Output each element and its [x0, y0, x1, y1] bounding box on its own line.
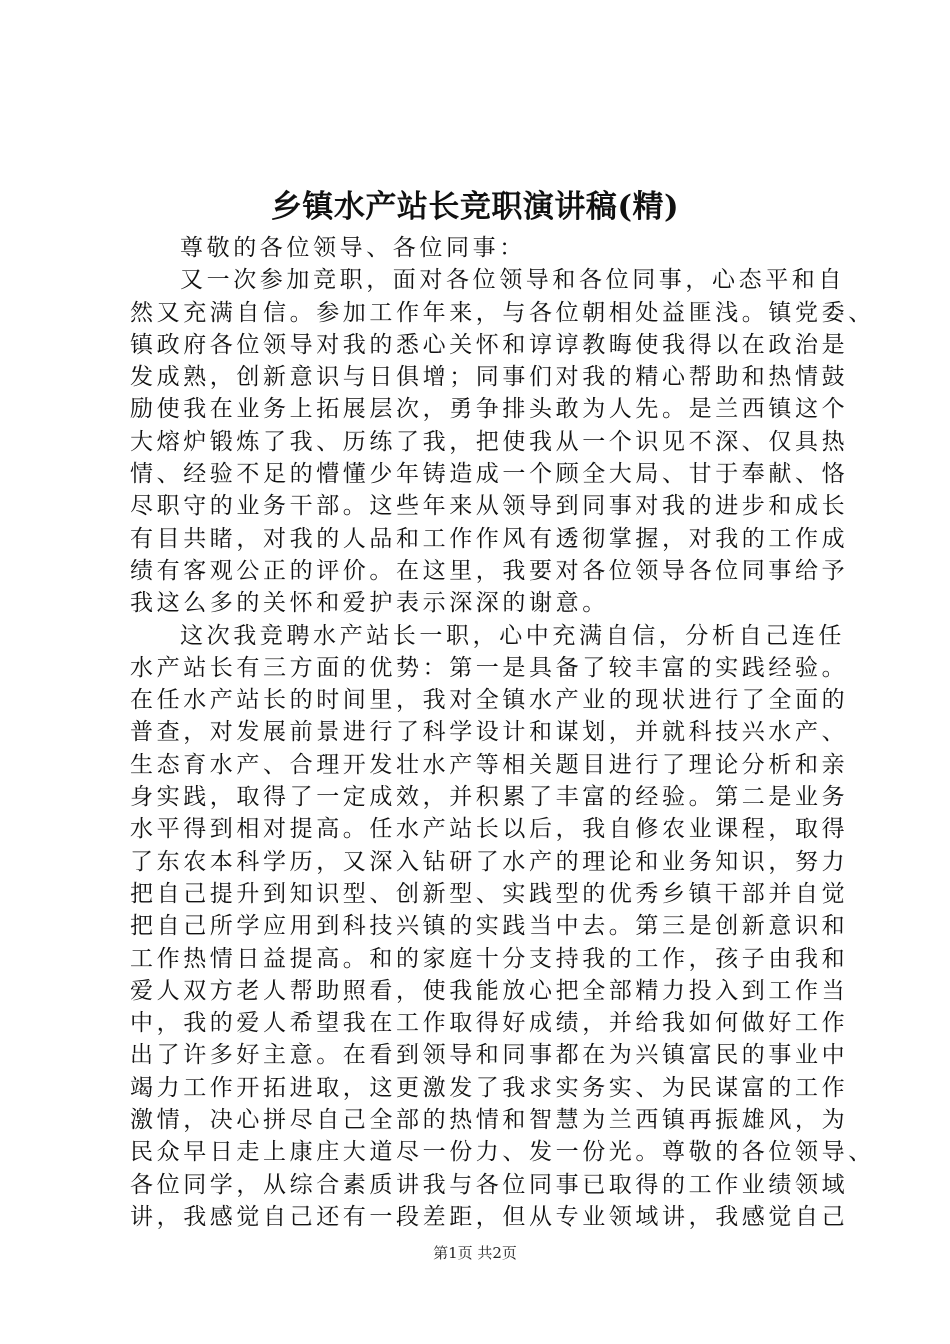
paragraph-line: 镇政府各位领导对我的悉心关怀和谆谆教晦使我得以在政治是: [130, 331, 849, 358]
paragraph-line: 工作热情日益提高。和的家庭十分支持我的工作，孩子由我和: [130, 945, 849, 972]
paragraph-line: 各位同学，从综合素质讲我与各位同事已取得的工作业绩领域: [130, 1171, 849, 1198]
paragraph-line: 身实践，取得了一定成效，并积累了丰富的经验。第二是业务: [130, 784, 849, 811]
paragraph-line: 在任水产站长的时间里，我对全镇水产业的现状进行了全面的: [130, 687, 849, 714]
paragraph-line: 然又充满自信。参加工作年来，与各位朝相处益匪浅。镇党委、: [130, 299, 875, 326]
paragraph-line: 出了许多好主意。在看到领导和同事都在为兴镇富民的事业中: [130, 1042, 849, 1069]
paragraph-line: 把自己提升到知识型、创新型、实践型的优秀乡镇干部并自觉: [130, 880, 849, 907]
paragraph-line: 情、经验不足的懵懂少年铸造成一个顾全大局、甘于奉献、恪: [130, 461, 849, 488]
paragraph-line: 大熔炉锻炼了我、历练了我，把使我从一个识见不深、仅具热: [130, 428, 849, 455]
paragraph-line: 民众早日走上康庄大道尽一份力、发一份光。尊敬的各位领导、: [130, 1139, 875, 1166]
paragraph-line: 讲，我感觉自己还有一段差距，但从专业领域讲，我感觉自己: [130, 1203, 849, 1230]
paragraph-line: 普查，对发展前景进行了科学设计和谋划，并就科技兴水产、: [130, 719, 849, 746]
paragraph-line: 水平得到相对提高。任水产站长以后，我自修农业课程，取得: [130, 816, 849, 843]
paragraph-line: 了东农本科学历，又深入钻研了水产的理论和业务知识，努力: [130, 848, 849, 875]
paragraph-line: 我这么多的关怀和爱护表示深深的谢意。: [130, 590, 609, 617]
page-number-footer: 第1页 共2页: [433, 1244, 517, 1262]
paragraph-line: 又一次参加竞职，面对各位领导和各位同事，心态平和自: [180, 267, 845, 294]
paragraph-line: 爱人双方老人帮助照看，使我能放心把全部精力投入到工作当: [130, 977, 849, 1004]
paragraph-line: 中，我的爱人希望我在工作取得好成绩，并给我如何做好工作: [130, 1010, 849, 1037]
document-body: [130, 232, 875, 1233]
salutation-line: 尊敬的各位领导、各位同事：: [180, 235, 526, 261]
paragraph-line: 激情，决心拼尽自己全部的热情和智慧为兰西镇再振雄风，为: [130, 1107, 849, 1134]
paragraph-line: 绩有客观公正的评价。在这里，我要对各位领导各位同事给予: [130, 557, 849, 584]
paragraph-line: 有目共睹，对我的人品和工作作风有透彻掌握，对我的工作成: [130, 525, 849, 552]
paragraph-line: 这次我竞聘水产站长一职，心中充满自信，分析自己连任: [180, 622, 845, 649]
paragraph-line: 竭力工作开拓进取，这更激发了我求实务实、为民谋富的工作: [130, 1074, 849, 1101]
paragraph-line: 发成熟，创新意识与日俱增；同事们对我的精心帮助和热情鼓: [130, 364, 849, 391]
document-title: 乡镇水产站长竞职演讲稿(精): [270, 189, 680, 225]
paragraph-line: 励使我在业务上拓展层次，勇争排头敢为人先。是兰西镇这个: [130, 396, 849, 423]
paragraph-line: 生态育水产、合理开发壮水产等相关题目进行了理论分析和亲: [130, 751, 849, 778]
paragraph-line: 尽职守的业务干部。这些年来从领导到同事对我的进步和成长: [130, 493, 849, 520]
paragraph-line: 水产站长有三方面的优势：第一是具备了较丰富的实践经验。: [130, 654, 849, 681]
paragraph-line: 把自己所学应用到科技兴镇的实践当中去。第三是创新意识和: [130, 913, 849, 940]
